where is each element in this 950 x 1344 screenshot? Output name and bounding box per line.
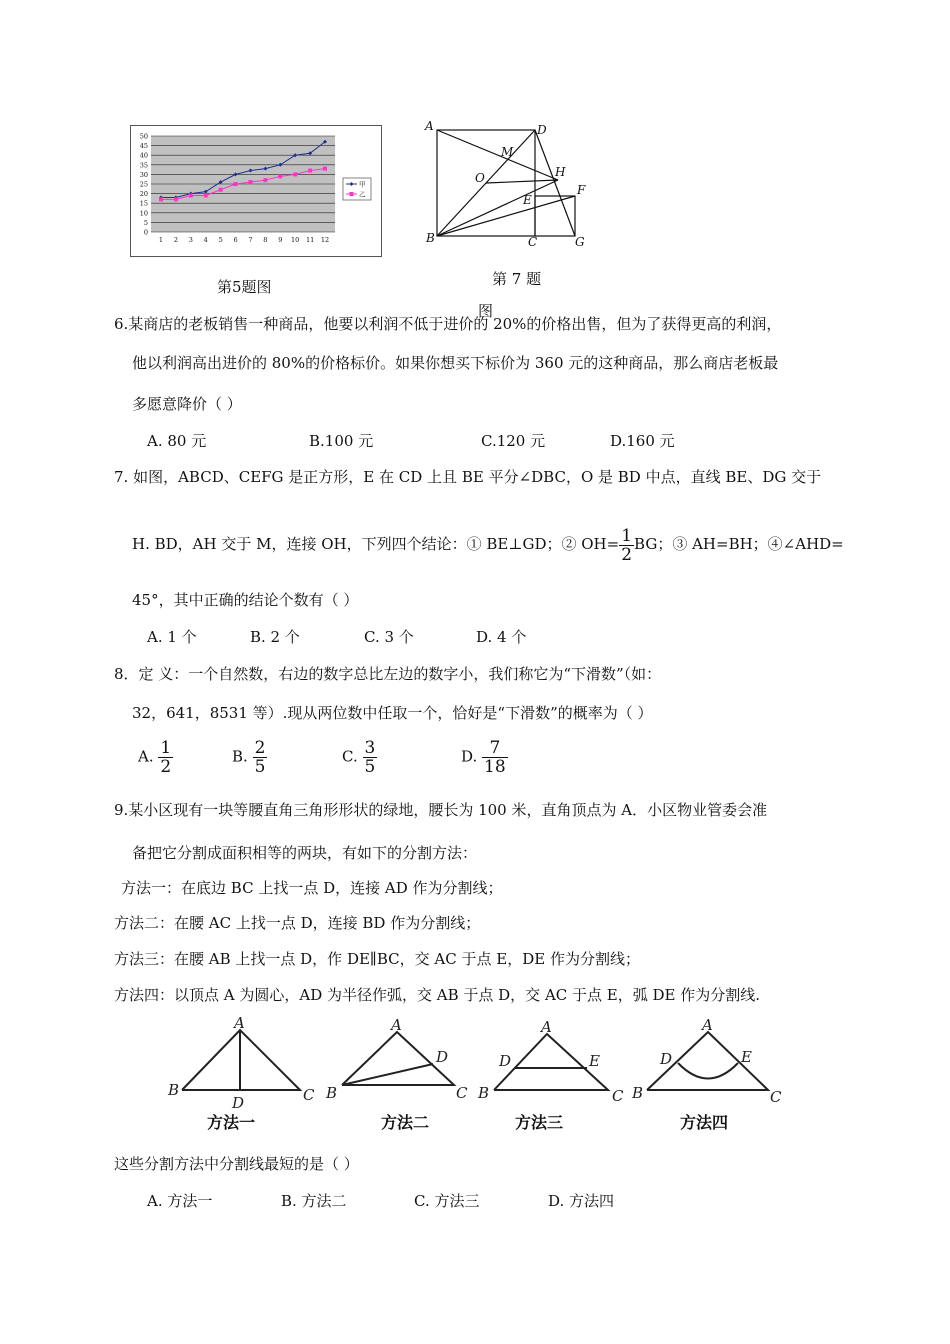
fig2-point-a: A	[391, 1016, 402, 1034]
y-tick-label: 35	[139, 161, 148, 170]
series-point	[263, 178, 267, 182]
fig1-point-d: D	[232, 1094, 245, 1112]
y-tick-label: 5	[143, 218, 148, 227]
series-point	[174, 197, 178, 201]
x-tick-label: 7	[248, 236, 253, 244]
q6-option-c: C.120 元	[481, 432, 546, 450]
arc-de	[678, 1063, 738, 1079]
series-point	[219, 188, 223, 192]
series-point	[308, 169, 312, 173]
q9-method2: 方法二：在腰 AC 上找一点 D，连接 BD 作为分割线；	[114, 914, 481, 932]
x-tick-label: 4	[203, 236, 208, 244]
point-c: C	[528, 235, 538, 249]
fig2-point-c: C	[456, 1084, 468, 1102]
fig3-point-e: E	[589, 1052, 600, 1070]
q7-fraction-one-half: $\frac{1}{2}$	[621, 525, 633, 565]
series-point	[278, 174, 282, 178]
q7-line2-start: H. BD，AH 交于 M，连接 OH，下列四个结论：① BE⊥GD；② OH=	[132, 535, 620, 553]
q9-line2: 备把它分割成面积相等的两块，有如下的分割方法：	[132, 844, 478, 862]
point-e: E	[523, 193, 532, 207]
q9-option-d: D. 方法四	[548, 1192, 615, 1210]
point-b: B	[426, 231, 435, 245]
series-point	[204, 194, 208, 198]
x-tick-label: 10	[291, 236, 300, 244]
fig1-point-b: B	[168, 1081, 180, 1099]
fig4-label: 方法四	[680, 1113, 729, 1132]
q7-line2	[132, 526, 844, 564]
x-tick-label: 8	[263, 236, 268, 244]
q8-option-c: C. $\frac{3}{5}$	[342, 738, 376, 777]
fig7-caption-cont: 图	[478, 302, 494, 320]
fig4-point-d: D	[660, 1050, 673, 1068]
x-tick-label: 9	[278, 236, 283, 244]
fig5-line-chart	[131, 126, 381, 256]
y-tick-label: 30	[139, 170, 148, 179]
x-tick-label: 1	[158, 236, 164, 244]
line-oh	[486, 180, 558, 183]
legend-marker	[350, 192, 354, 196]
q9-method4: 方法四：以顶点 A 为圆心，AD 为半径作弧，交 AB 于点 D，交 AC 于点 E，弧 DE 作为分割线.	[114, 986, 761, 1004]
fig5-chart-frame	[130, 125, 382, 257]
q9-method3: 方法三：在腰 AB 上找一点 D，作 DE∥BC，交 AC 于点 E，DE 作为分割线；	[114, 950, 640, 968]
line-dg	[535, 130, 575, 236]
point-h: H	[555, 165, 566, 179]
series-point	[159, 197, 163, 201]
q6-line2: 他以利润高出进价的 80%的价格标价。如果你想买下标价为 360 元的这种商品，那么商店老板最	[132, 354, 779, 372]
q9-option-b: B. 方法二	[281, 1192, 347, 1210]
y-tick-label: 40	[139, 151, 148, 160]
fig2-point-b: B	[326, 1084, 338, 1102]
x-tick-label: 5	[218, 236, 223, 244]
series-point	[293, 172, 297, 176]
x-tick-label: 3	[188, 236, 193, 244]
q7-line1: 7. 如图，ABCD、CEFG 是正方形，E 在 CD 上且 BE 平分∠DBC，O 是 BD 中点，直线 BE、DG 交于	[114, 468, 822, 486]
fig5-caption: 第5题图	[217, 278, 272, 296]
legend-label: 甲	[359, 180, 366, 189]
legend-box	[343, 178, 371, 200]
series-point	[248, 180, 252, 184]
divider-bd	[342, 1064, 433, 1085]
y-tick-label: 45	[139, 142, 148, 151]
q6-option-b: B.100 元	[309, 432, 374, 450]
fig3-label: 方法三	[515, 1113, 564, 1132]
x-tick-label: 6	[233, 236, 238, 244]
q6-line1: 6.某商店的老板销售一种商品，他要以利润不低于进价的 20%的价格出售，但为了获得更高的利润，	[114, 315, 782, 333]
q7-option-b: B. 2 个	[250, 628, 300, 646]
fig4-point-e: E	[741, 1048, 752, 1066]
q7-option-d: D. 4 个	[476, 628, 527, 646]
fig2-label: 方法二	[381, 1113, 430, 1132]
point-g: G	[575, 235, 585, 249]
y-tick-label: 20	[139, 190, 148, 199]
q9-question: 这些分割方法中分割线最短的是（ ）	[114, 1155, 359, 1173]
x-tick-label: 2	[173, 236, 178, 244]
q6-option-a: A. 80 元	[147, 432, 207, 450]
fig4-point-a: A	[702, 1016, 713, 1034]
fig7-geometry-figure	[420, 118, 595, 253]
q8-option-b: B. $\frac{2}{5}$	[232, 738, 266, 777]
fig7-caption: 第 7 题	[492, 270, 542, 288]
line-bh	[437, 180, 558, 236]
point-m: M	[501, 145, 514, 159]
q7-option-c: C. 3 个	[364, 628, 414, 646]
y-tick-label: 50	[139, 132, 148, 141]
y-tick-label: 25	[139, 180, 148, 189]
point-f: F	[577, 183, 586, 197]
series-point	[323, 167, 327, 171]
q9-option-c: C. 方法三	[414, 1192, 480, 1210]
q7-option-a: A. 1 个	[147, 628, 197, 646]
x-tick-label: 12	[320, 236, 330, 244]
series-point	[189, 194, 193, 198]
fig2-point-d: D	[436, 1048, 449, 1066]
point-a: A	[425, 119, 434, 133]
fig3-point-d: D	[499, 1052, 512, 1070]
q8-option-d: D. $\frac{7}{18}$	[461, 738, 506, 777]
legend-label: 乙	[359, 190, 366, 199]
y-tick-label: 15	[139, 199, 148, 208]
q8-line2: 32，641，8531 等）.现从两位数中任取一个，恰好是“下滑数”的概率为（ ）	[132, 704, 653, 722]
line-bf	[437, 196, 575, 236]
fig3-point-a: A	[541, 1018, 552, 1036]
y-tick-label: 10	[139, 209, 148, 218]
point-d: D	[537, 123, 547, 137]
y-tick-label: 0	[143, 228, 148, 237]
fig3-point-c: C	[612, 1087, 624, 1105]
fig4-point-b: B	[632, 1084, 644, 1102]
q8-line1: 8．定 义：一个自然数，右边的数字总比左边的数字小，我们称它为“下滑数”（如：	[114, 665, 662, 683]
q7-line3: 45°，其中正确的结论个数有（ ）	[132, 591, 359, 609]
q9-option-a: A. 方法一	[147, 1192, 213, 1210]
q7-line2-end: BG；③ AH=BH；④∠AHD=	[634, 535, 844, 553]
fig3-point-b: B	[478, 1084, 490, 1102]
fig1-label: 方法一	[207, 1113, 256, 1132]
q6-line3: 多愿意降价（ ）	[132, 395, 242, 413]
line-ah	[437, 130, 558, 180]
q9-line1: 9.某小区现有一块等腰直角三角形形状的绿地，腰长为 100 米，直角顶点为 A．小区物业管委会准	[114, 801, 768, 819]
fig4-point-c: C	[770, 1088, 782, 1106]
q6-option-d: D.160 元	[610, 432, 675, 450]
point-o: O	[475, 171, 485, 185]
fig1-point-c: C	[303, 1086, 315, 1104]
series-point	[234, 182, 238, 186]
x-tick-label: 11	[305, 236, 315, 244]
q9-method1: 方法一：在底边 BC 上找一点 D，连接 AD 作为分割线；	[121, 879, 503, 897]
fig1-point-a: A	[234, 1014, 245, 1032]
q8-option-a: A. $\frac{1}{2}$	[138, 738, 172, 777]
